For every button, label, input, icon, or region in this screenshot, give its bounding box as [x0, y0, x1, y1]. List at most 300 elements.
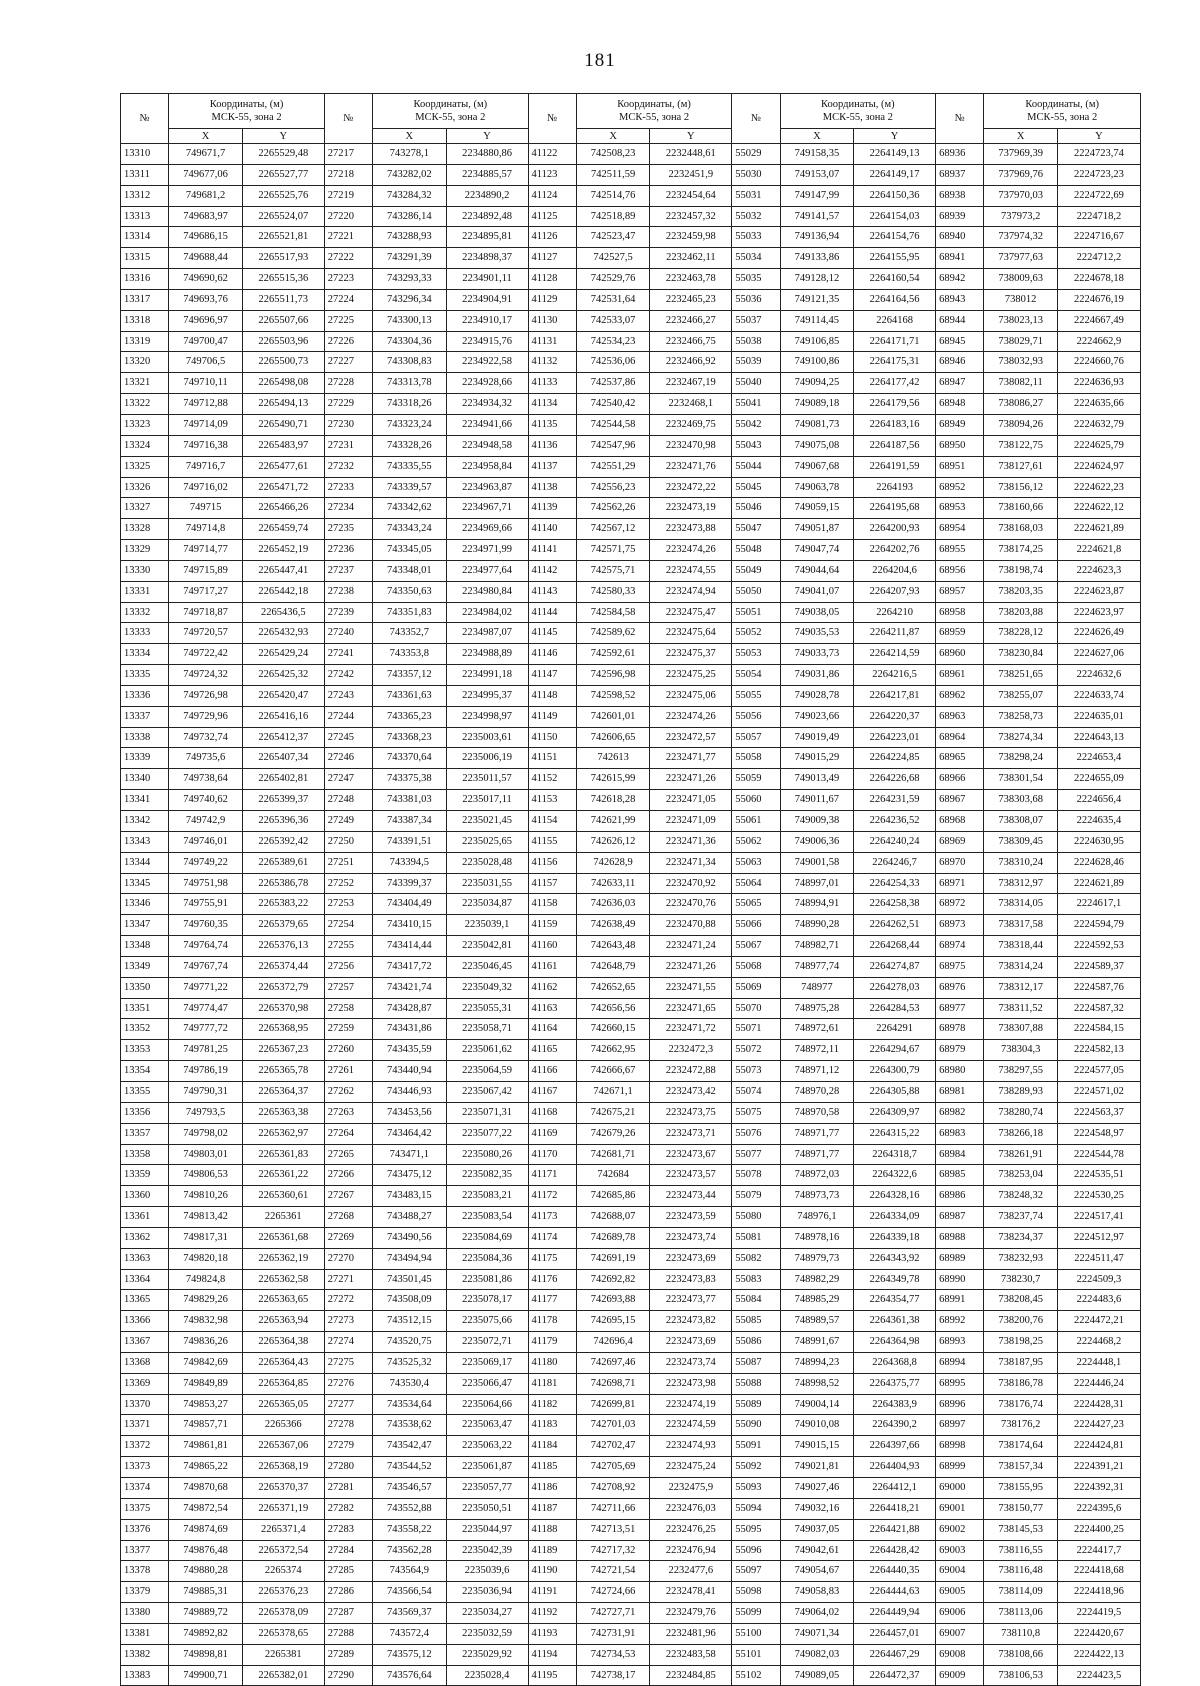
- coord-x-cell: 738203,88: [984, 602, 1058, 623]
- point-number-cell: 13345: [121, 873, 169, 894]
- coord-x-cell: 749718,87: [169, 602, 243, 623]
- coord-y-cell: 2265364,43: [242, 1352, 324, 1373]
- point-number-cell: 55044: [732, 456, 780, 477]
- coord-y-cell: 2224584,15: [1057, 1019, 1140, 1040]
- coord-x-cell: 748976,1: [780, 1207, 854, 1228]
- column-header-number: №: [528, 94, 576, 144]
- coord-x-cell: 749829,26: [169, 1290, 243, 1311]
- coord-x-cell: 742508,23: [576, 144, 650, 165]
- table-row: [121, 1457, 1141, 1478]
- point-number-cell: 55034: [732, 248, 780, 269]
- coord-x-cell: 743387,34: [373, 811, 447, 832]
- coord-y-cell: 2232473,69: [650, 1248, 732, 1269]
- point-number-cell: 13321: [121, 373, 169, 394]
- coord-x-cell: 748978,16: [780, 1227, 854, 1248]
- coord-x-cell: 738228,12: [984, 623, 1058, 644]
- point-number-cell: 55090: [732, 1415, 780, 1436]
- coord-y-cell: 2264223,01: [854, 727, 936, 748]
- point-number-cell: 41129: [528, 289, 576, 310]
- point-number-cell: 13377: [121, 1540, 169, 1561]
- point-number-cell: 13360: [121, 1186, 169, 1207]
- coord-x-cell: 742514,76: [576, 185, 650, 206]
- coord-x-cell: 749870,68: [169, 1478, 243, 1499]
- coord-y-cell: 2232473,77: [650, 1290, 732, 1311]
- coord-y-cell: 2235031,55: [446, 873, 528, 894]
- coord-x-cell: 743464,42: [373, 1123, 447, 1144]
- point-number-cell: 13322: [121, 394, 169, 415]
- coord-y-cell: 2264467,29: [854, 1644, 936, 1665]
- coord-y-cell: 2235075,66: [446, 1311, 528, 1332]
- coord-x-cell: 742684: [576, 1165, 650, 1186]
- point-number-cell: 55064: [732, 873, 780, 894]
- coord-y-cell: 2264216,5: [854, 665, 936, 686]
- coord-x-cell: 749842,69: [169, 1352, 243, 1373]
- coord-y-cell: 2232457,32: [650, 206, 732, 227]
- coord-y-cell: 2232473,74: [650, 1227, 732, 1248]
- coord-y-cell: 2235042,39: [446, 1540, 528, 1561]
- coord-x-cell: 742685,86: [576, 1186, 650, 1207]
- coord-y-cell: 2264444,63: [854, 1582, 936, 1603]
- coord-x-cell: 749720,57: [169, 623, 243, 644]
- coord-y-cell: 2235032,59: [446, 1623, 528, 1644]
- coord-x-cell: 749054,67: [780, 1561, 854, 1582]
- table-row: [121, 1498, 1141, 1519]
- coord-x-cell: 749015,29: [780, 748, 854, 769]
- coord-y-cell: 2265365,05: [242, 1394, 324, 1415]
- coord-y-cell: 2224623,3: [1057, 560, 1140, 581]
- point-number-cell: 55041: [732, 394, 780, 415]
- point-number-cell: 13325: [121, 456, 169, 477]
- table-header: [121, 94, 1141, 144]
- coord-x-cell: 743291,39: [373, 248, 447, 269]
- coord-x-cell: 749038,05: [780, 602, 854, 623]
- point-number-cell: 41171: [528, 1165, 576, 1186]
- coord-x-cell: 742696,4: [576, 1332, 650, 1353]
- coord-y-cell: 2232473,69: [650, 1332, 732, 1353]
- coord-y-cell: 2264214,59: [854, 644, 936, 665]
- point-number-cell: 41173: [528, 1207, 576, 1228]
- coord-x-cell: 748977: [780, 977, 854, 998]
- coord-x-cell: 738086,27: [984, 394, 1058, 415]
- coord-x-cell: 742713,51: [576, 1519, 650, 1540]
- point-number-cell: 55095: [732, 1519, 780, 1540]
- point-number-cell: 27269: [324, 1227, 372, 1248]
- coord-y-cell: 2232473,19: [650, 498, 732, 519]
- coord-x-cell: 749722,42: [169, 644, 243, 665]
- point-number-cell: 27263: [324, 1102, 372, 1123]
- coord-y-cell: 2264191,59: [854, 456, 936, 477]
- point-number-cell: 41138: [528, 477, 576, 498]
- coord-y-cell: 2264294,67: [854, 1040, 936, 1061]
- coord-x-cell: 749071,34: [780, 1623, 854, 1644]
- point-number-cell: 55063: [732, 852, 780, 873]
- coord-y-cell: 2232473,74: [650, 1352, 732, 1373]
- coord-x-cell: 748982,71: [780, 936, 854, 957]
- coord-x-cell: 738208,45: [984, 1290, 1058, 1311]
- coord-y-cell: 2232471,05: [650, 790, 732, 811]
- point-number-cell: 68995: [936, 1373, 984, 1394]
- point-number-cell: 13355: [121, 1081, 169, 1102]
- table-row: [121, 706, 1141, 727]
- table-row: [121, 331, 1141, 352]
- coord-y-cell: 2232471,76: [650, 456, 732, 477]
- coord-x-cell: 749771,22: [169, 977, 243, 998]
- coord-y-cell: 2264412,1: [854, 1478, 936, 1499]
- coord-y-cell: 2232483,58: [650, 1644, 732, 1665]
- coord-x-cell: 743566,54: [373, 1582, 447, 1603]
- point-number-cell: 41174: [528, 1227, 576, 1248]
- coord-x-cell: 742697,46: [576, 1352, 650, 1373]
- coord-x-cell: 749153,07: [780, 164, 854, 185]
- coord-x-cell: 738174,25: [984, 540, 1058, 561]
- coord-x-cell: 743552,88: [373, 1498, 447, 1519]
- point-number-cell: 55083: [732, 1269, 780, 1290]
- point-number-cell: 69003: [936, 1540, 984, 1561]
- coord-x-cell: 738116,48: [984, 1561, 1058, 1582]
- point-number-cell: 69002: [936, 1519, 984, 1540]
- table-row: [121, 1540, 1141, 1561]
- coord-x-cell: 743357,12: [373, 665, 447, 686]
- coord-y-cell: 2264305,88: [854, 1081, 936, 1102]
- coord-x-cell: 749067,68: [780, 456, 854, 477]
- coord-y-cell: 2224509,3: [1057, 1269, 1140, 1290]
- coord-x-cell: 743296,34: [373, 289, 447, 310]
- coord-x-cell: 743414,44: [373, 936, 447, 957]
- coord-y-cell: 2265378,65: [242, 1623, 324, 1644]
- coord-x-cell: 742701,03: [576, 1415, 650, 1436]
- coord-y-cell: 2232467,19: [650, 373, 732, 394]
- coord-x-cell: 749857,71: [169, 1415, 243, 1436]
- point-number-cell: 27251: [324, 852, 372, 873]
- coord-y-cell: 2224627,06: [1057, 644, 1140, 665]
- coord-y-cell: 2235082,35: [446, 1165, 528, 1186]
- coord-y-cell: 2235064,66: [446, 1394, 528, 1415]
- point-number-cell: 27242: [324, 665, 372, 686]
- coord-x-cell: 749777,72: [169, 1019, 243, 1040]
- coord-x-cell: 738253,04: [984, 1165, 1058, 1186]
- coord-x-cell: 737969,39: [984, 144, 1058, 165]
- coord-y-cell: 2235006,19: [446, 748, 528, 769]
- coord-x-cell: 743313,78: [373, 373, 447, 394]
- point-number-cell: 27237: [324, 560, 372, 581]
- coord-x-cell: 738310,24: [984, 852, 1058, 873]
- coord-y-cell: 2265494,13: [242, 394, 324, 415]
- coord-y-cell: 2265371,4: [242, 1519, 324, 1540]
- coord-x-cell: 749033,73: [780, 644, 854, 665]
- coord-y-cell: 2235080,26: [446, 1144, 528, 1165]
- coord-x-cell: 743375,38: [373, 769, 447, 790]
- point-number-cell: 68942: [936, 269, 984, 290]
- coord-y-cell: 2234998,97: [446, 706, 528, 727]
- coord-y-cell: 2265396,36: [242, 811, 324, 832]
- column-header-coordinates: Координаты, (м) МСК-55, зона 2: [780, 94, 935, 129]
- coord-y-cell: 2224621,89: [1057, 873, 1140, 894]
- coord-y-cell: 2232476,03: [650, 1498, 732, 1519]
- table-row: [121, 144, 1141, 165]
- coord-x-cell: 749793,5: [169, 1102, 243, 1123]
- coord-x-cell: 749019,49: [780, 727, 854, 748]
- point-number-cell: 55082: [732, 1248, 780, 1269]
- point-number-cell: 13378: [121, 1561, 169, 1582]
- coord-y-cell: 2232471,24: [650, 936, 732, 957]
- coord-y-cell: 2224420,67: [1057, 1623, 1140, 1644]
- coord-y-cell: 2264246,7: [854, 852, 936, 873]
- coord-y-cell: 2265370,98: [242, 998, 324, 1019]
- coord-x-cell: 749806,53: [169, 1165, 243, 1186]
- point-number-cell: 13372: [121, 1436, 169, 1457]
- coord-x-cell: 742562,26: [576, 498, 650, 519]
- coord-y-cell: 2264440,35: [854, 1561, 936, 1582]
- coord-x-cell: 749865,22: [169, 1457, 243, 1478]
- coord-y-cell: 2232475,37: [650, 644, 732, 665]
- point-number-cell: 27266: [324, 1165, 372, 1186]
- point-number-cell: 55092: [732, 1457, 780, 1478]
- point-number-cell: 69004: [936, 1561, 984, 1582]
- column-header-x: X: [373, 129, 447, 144]
- point-number-cell: 68970: [936, 852, 984, 873]
- coord-y-cell: 2224678,18: [1057, 269, 1140, 290]
- coord-x-cell: 738198,25: [984, 1332, 1058, 1353]
- coord-y-cell: 2264149,17: [854, 164, 936, 185]
- coord-y-cell: 2234948,58: [446, 435, 528, 456]
- coord-y-cell: 2224667,49: [1057, 310, 1140, 331]
- coord-y-cell: 2265365,78: [242, 1061, 324, 1082]
- coord-x-cell: 738029,71: [984, 331, 1058, 352]
- point-number-cell: 27282: [324, 1498, 372, 1519]
- coord-x-cell: 749009,38: [780, 811, 854, 832]
- point-number-cell: 41177: [528, 1290, 576, 1311]
- coord-x-cell: 743284,32: [373, 185, 447, 206]
- coord-x-cell: 743351,83: [373, 602, 447, 623]
- coord-x-cell: 749710,11: [169, 373, 243, 394]
- table-row: [121, 435, 1141, 456]
- coord-x-cell: 738157,34: [984, 1457, 1058, 1478]
- point-number-cell: 41127: [528, 248, 576, 269]
- coord-y-cell: 2265386,78: [242, 873, 324, 894]
- coord-y-cell: 2232478,41: [650, 1582, 732, 1603]
- coord-x-cell: 749853,27: [169, 1394, 243, 1415]
- coord-x-cell: 742738,17: [576, 1665, 650, 1686]
- coord-y-cell: 2232471,26: [650, 956, 732, 977]
- point-number-cell: 68963: [936, 706, 984, 727]
- point-number-cell: 41128: [528, 269, 576, 290]
- coord-y-cell: 2224625,79: [1057, 435, 1140, 456]
- coord-x-cell: 743562,28: [373, 1540, 447, 1561]
- coord-y-cell: 2264390,2: [854, 1415, 936, 1436]
- coord-x-cell: 743572,4: [373, 1623, 447, 1644]
- point-number-cell: 13326: [121, 477, 169, 498]
- point-number-cell: 13356: [121, 1102, 169, 1123]
- coord-x-cell: 742606,65: [576, 727, 650, 748]
- point-number-cell: 13353: [121, 1040, 169, 1061]
- coord-x-cell: 749892,82: [169, 1623, 243, 1644]
- point-number-cell: 27221: [324, 227, 372, 248]
- coord-x-cell: 749035,53: [780, 623, 854, 644]
- point-number-cell: 55072: [732, 1040, 780, 1061]
- coord-x-cell: 742671,1: [576, 1081, 650, 1102]
- coord-y-cell: 2224623,87: [1057, 581, 1140, 602]
- point-number-cell: 55084: [732, 1290, 780, 1311]
- point-number-cell: 13350: [121, 977, 169, 998]
- coord-x-cell: 743323,24: [373, 414, 447, 435]
- coord-x-cell: 743381,03: [373, 790, 447, 811]
- coord-y-cell: 2232466,27: [650, 310, 732, 331]
- coord-x-cell: 738312,17: [984, 977, 1058, 998]
- point-number-cell: 41149: [528, 706, 576, 727]
- coord-y-cell: 2265521,81: [242, 227, 324, 248]
- coord-x-cell: 749141,57: [780, 206, 854, 227]
- table-row: [121, 852, 1141, 873]
- point-number-cell: 68936: [936, 144, 984, 165]
- coord-x-cell: 749089,05: [780, 1665, 854, 1686]
- coord-x-cell: 738234,37: [984, 1227, 1058, 1248]
- coord-y-cell: 2232474,19: [650, 1394, 732, 1415]
- coord-y-cell: 2224417,7: [1057, 1540, 1140, 1561]
- coord-x-cell: 738307,88: [984, 1019, 1058, 1040]
- point-number-cell: 41124: [528, 185, 576, 206]
- coord-y-cell: 2232470,92: [650, 873, 732, 894]
- coord-x-cell: 742675,21: [576, 1102, 650, 1123]
- coord-y-cell: 2224635,01: [1057, 706, 1140, 727]
- coord-y-cell: 2235061,62: [446, 1040, 528, 1061]
- coord-x-cell: 738186,78: [984, 1373, 1058, 1394]
- coord-x-cell: 738266,18: [984, 1123, 1058, 1144]
- coord-y-cell: 2224632,6: [1057, 665, 1140, 686]
- point-number-cell: 68964: [936, 727, 984, 748]
- coord-x-cell: 743569,37: [373, 1603, 447, 1624]
- coord-x-cell: 749671,7: [169, 144, 243, 165]
- coord-x-cell: 749106,85: [780, 331, 854, 352]
- coord-y-cell: 2235049,32: [446, 977, 528, 998]
- coord-x-cell: 749832,98: [169, 1311, 243, 1332]
- coord-y-cell: 2265511,73: [242, 289, 324, 310]
- coord-x-cell: 742536,06: [576, 352, 650, 373]
- coord-x-cell: 737974,32: [984, 227, 1058, 248]
- coord-y-cell: 2224419,5: [1057, 1603, 1140, 1624]
- point-number-cell: 55071: [732, 1019, 780, 1040]
- coord-x-cell: 749051,87: [780, 519, 854, 540]
- coord-y-cell: 2234967,71: [446, 498, 528, 519]
- point-number-cell: 27274: [324, 1332, 372, 1353]
- coord-x-cell: 749781,25: [169, 1040, 243, 1061]
- coord-y-cell: 2264472,37: [854, 1665, 936, 1686]
- point-number-cell: 13348: [121, 936, 169, 957]
- coord-x-cell: 749028,78: [780, 685, 854, 706]
- coord-y-cell: 2264231,59: [854, 790, 936, 811]
- coord-y-cell: 2234980,84: [446, 581, 528, 602]
- table-row: [121, 1623, 1141, 1644]
- coord-y-cell: 2265392,42: [242, 831, 324, 852]
- coord-x-cell: 749121,35: [780, 289, 854, 310]
- coord-x-cell: 749082,03: [780, 1644, 854, 1665]
- coord-x-cell: 742589,62: [576, 623, 650, 644]
- coord-x-cell: 738314,05: [984, 894, 1058, 915]
- coord-y-cell: 2265362,19: [242, 1248, 324, 1269]
- coord-y-cell: 2264177,42: [854, 373, 936, 394]
- coord-y-cell: 2224723,74: [1057, 144, 1140, 165]
- coord-y-cell: 2232471,72: [650, 1019, 732, 1040]
- table-row: [121, 1290, 1141, 1311]
- coord-y-cell: 2264339,18: [854, 1227, 936, 1248]
- coord-y-cell: 2224582,13: [1057, 1040, 1140, 1061]
- coord-y-cell: 2234991,18: [446, 665, 528, 686]
- coord-y-cell: 2232475,06: [650, 685, 732, 706]
- point-number-cell: 13324: [121, 435, 169, 456]
- coord-x-cell: 748991,67: [780, 1332, 854, 1353]
- coord-x-cell: 749693,76: [169, 289, 243, 310]
- coord-y-cell: 2224587,32: [1057, 998, 1140, 1019]
- table-row: [121, 1019, 1141, 1040]
- coord-y-cell: 2265425,32: [242, 665, 324, 686]
- point-number-cell: 55079: [732, 1186, 780, 1207]
- coord-x-cell: 748972,61: [780, 1019, 854, 1040]
- coord-x-cell: 742727,71: [576, 1603, 650, 1624]
- coord-x-cell: 749742,9: [169, 811, 243, 832]
- point-number-cell: 68957: [936, 581, 984, 602]
- table-row: [121, 644, 1141, 665]
- coord-x-cell: 749027,46: [780, 1478, 854, 1499]
- point-number-cell: 68966: [936, 769, 984, 790]
- point-number-cell: 69001: [936, 1498, 984, 1519]
- coord-x-cell: 742689,78: [576, 1227, 650, 1248]
- table-row: [121, 915, 1141, 936]
- point-number-cell: 27236: [324, 540, 372, 561]
- coord-x-cell: 742717,32: [576, 1540, 650, 1561]
- coord-x-cell: 743508,09: [373, 1290, 447, 1311]
- point-number-cell: 27252: [324, 873, 372, 894]
- point-number-cell: 69006: [936, 1603, 984, 1624]
- coord-x-cell: 749158,35: [780, 144, 854, 165]
- point-number-cell: 68990: [936, 1269, 984, 1290]
- coord-x-cell: 738108,66: [984, 1644, 1058, 1665]
- coord-x-cell: 743335,55: [373, 456, 447, 477]
- coord-x-cell: 749041,07: [780, 581, 854, 602]
- point-number-cell: 68983: [936, 1123, 984, 1144]
- coord-y-cell: 2264428,42: [854, 1540, 936, 1561]
- coord-x-cell: 738127,61: [984, 456, 1058, 477]
- coord-y-cell: 2232479,76: [650, 1603, 732, 1624]
- point-number-cell: 68982: [936, 1102, 984, 1123]
- point-number-cell: 68947: [936, 373, 984, 394]
- point-number-cell: 41145: [528, 623, 576, 644]
- point-number-cell: 13368: [121, 1352, 169, 1373]
- point-number-cell: 13310: [121, 144, 169, 165]
- coord-x-cell: 749089,18: [780, 394, 854, 415]
- coord-x-cell: 743446,93: [373, 1081, 447, 1102]
- point-number-cell: 41139: [528, 498, 576, 519]
- coord-x-cell: 743361,63: [373, 685, 447, 706]
- coord-x-cell: 749760,35: [169, 915, 243, 936]
- point-number-cell: 41132: [528, 352, 576, 373]
- coord-y-cell: 2224628,46: [1057, 852, 1140, 873]
- coord-x-cell: 749047,74: [780, 540, 854, 561]
- coord-x-cell: 743318,26: [373, 394, 447, 415]
- coord-y-cell: 2232475,24: [650, 1457, 732, 1478]
- coord-y-cell: 2265529,48: [242, 144, 324, 165]
- table-row: [121, 269, 1141, 290]
- coord-x-cell: 743544,52: [373, 1457, 447, 1478]
- coord-x-cell: 749861,81: [169, 1436, 243, 1457]
- point-number-cell: 68937: [936, 164, 984, 185]
- coord-y-cell: 2232476,94: [650, 1540, 732, 1561]
- table-row: [121, 1165, 1141, 1186]
- coord-y-cell: 2224635,4: [1057, 811, 1140, 832]
- column-header-y: Y: [1057, 129, 1140, 144]
- coord-x-cell: 742523,47: [576, 227, 650, 248]
- point-number-cell: 13347: [121, 915, 169, 936]
- point-number-cell: 41185: [528, 1457, 576, 1478]
- coord-x-cell: 742540,42: [576, 394, 650, 415]
